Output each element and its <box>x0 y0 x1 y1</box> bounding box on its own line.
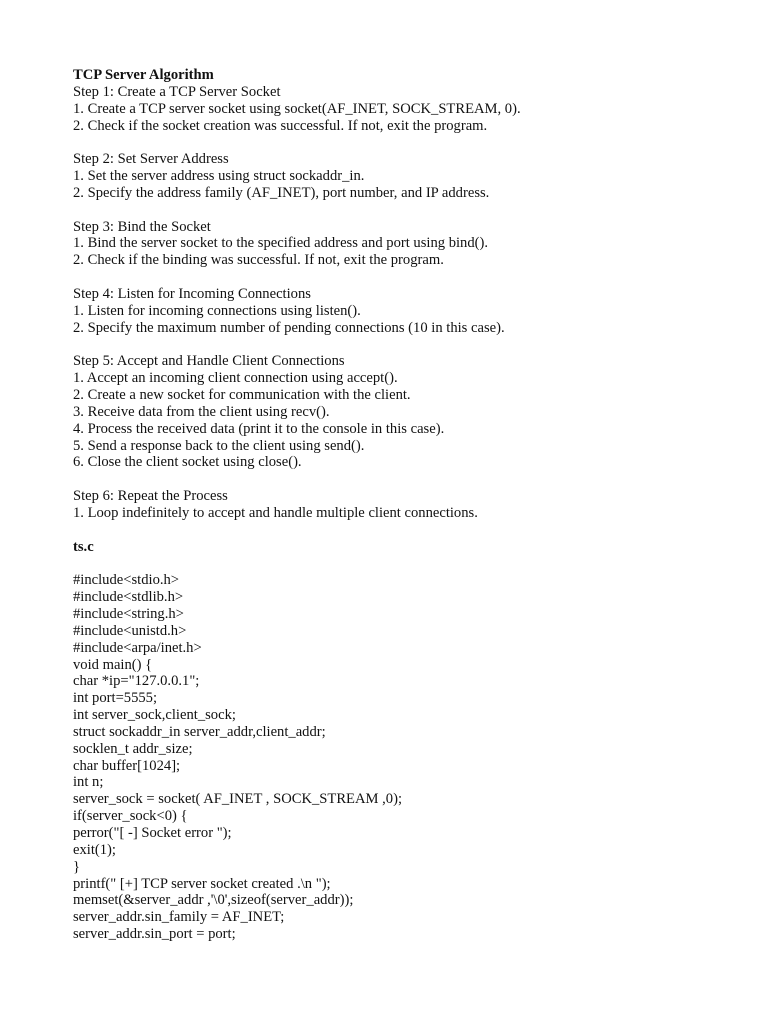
blank-line <box>73 134 713 151</box>
step-item: 2. Create a new socket for communication with the client. <box>73 387 411 404</box>
step-item: 6. Close the client socket using close(). <box>73 454 302 471</box>
step-heading: Step 4: Listen for Incoming Connections <box>73 285 311 302</box>
code-line: if(server_sock<0) { <box>73 808 188 825</box>
step-item: 3. Receive data from the client using recv(). <box>73 403 330 420</box>
code-line: int n; <box>73 774 104 791</box>
code-line: printf(" [+] TCP server socket created .\n "); <box>73 875 331 892</box>
blank-line <box>73 555 713 572</box>
step-item: 1. Listen for incoming connections using listen(). <box>73 302 361 319</box>
code-line: exit(1); <box>73 841 116 858</box>
step-heading: Step 6: Repeat the Process <box>73 488 228 505</box>
step-heading: Step 5: Accept and Handle Client Connections <box>73 353 345 370</box>
code-line: char *ip="127.0.0.1"; <box>73 673 200 690</box>
step-item: 2. Check if the binding was successful. If not, exit the program. <box>73 252 444 269</box>
step-item: 5. Send a response back to the client using send(). <box>73 437 365 454</box>
code-line: void main() { <box>73 656 153 673</box>
step-item: 2. Check if the socket creation was successful. If not, exit the program. <box>73 117 488 134</box>
step-item: 2. Specify the maximum number of pending connections (10 in this case). <box>73 319 505 336</box>
step-heading: Step 1: Create a TCP Server Socket <box>73 83 281 100</box>
code-line: socklen_t addr_size; <box>73 740 193 757</box>
code-line: server_addr.sin_family = AF_INET; <box>73 909 285 926</box>
blank-line <box>73 269 713 286</box>
blank-line <box>73 522 713 539</box>
step-heading: Step 2: Set Server Address <box>73 151 229 168</box>
step-item: 1. Accept an incoming client connection using accept(). <box>73 370 398 387</box>
step-item: 1. Bind the server socket to the specified address and port using bind(). <box>73 235 489 252</box>
step-item: 1. Loop indefinitely to accept and handle multiple client connections. <box>73 504 478 521</box>
code-line: #include<unistd.h> <box>73 622 187 639</box>
section-heading: ts.c <box>73 538 94 555</box>
code-line: perror("[ -] Socket error "); <box>73 824 232 841</box>
step-item: 1. Create a TCP server socket using socket(AF_INET, SOCK_STREAM, 0). <box>73 100 521 117</box>
blank-line <box>73 202 713 219</box>
code-line: } <box>73 858 81 875</box>
blank-line <box>73 471 713 488</box>
code-line: int server_sock,client_sock; <box>73 707 236 724</box>
code-line: int port=5555; <box>73 690 158 707</box>
code-line: char buffer[1024]; <box>73 757 181 774</box>
document-title: TCP Server Algorithm <box>73 67 214 83</box>
code-line: #include<string.h> <box>73 606 184 622</box>
document-body <box>73 67 713 943</box>
code-line: server_sock = socket( AF_INET , SOCK_STREAM ,0); <box>73 791 403 808</box>
code-line: server_addr.sin_port = port; <box>73 926 236 943</box>
code-line: #include<stdlib.h> <box>73 589 184 606</box>
code-line: #include<stdio.h> <box>73 572 180 589</box>
code-line: #include<arpa/inet.h> <box>73 639 202 656</box>
code-line: struct sockaddr_in server_addr,client_addr; <box>73 723 326 740</box>
code-line: memset(&server_addr ,'\0',sizeof(server_addr)); <box>73 892 354 909</box>
step-heading: Step 3: Bind the Socket <box>73 218 211 235</box>
step-item: 1. Set the server address using struct sockaddr_in. <box>73 168 365 185</box>
step-item: 2. Specify the address family (AF_INET), port number, and IP address. <box>73 184 490 201</box>
step-item: 4. Process the received data (print it to the console in this case). <box>73 420 445 437</box>
blank-line <box>73 337 713 354</box>
